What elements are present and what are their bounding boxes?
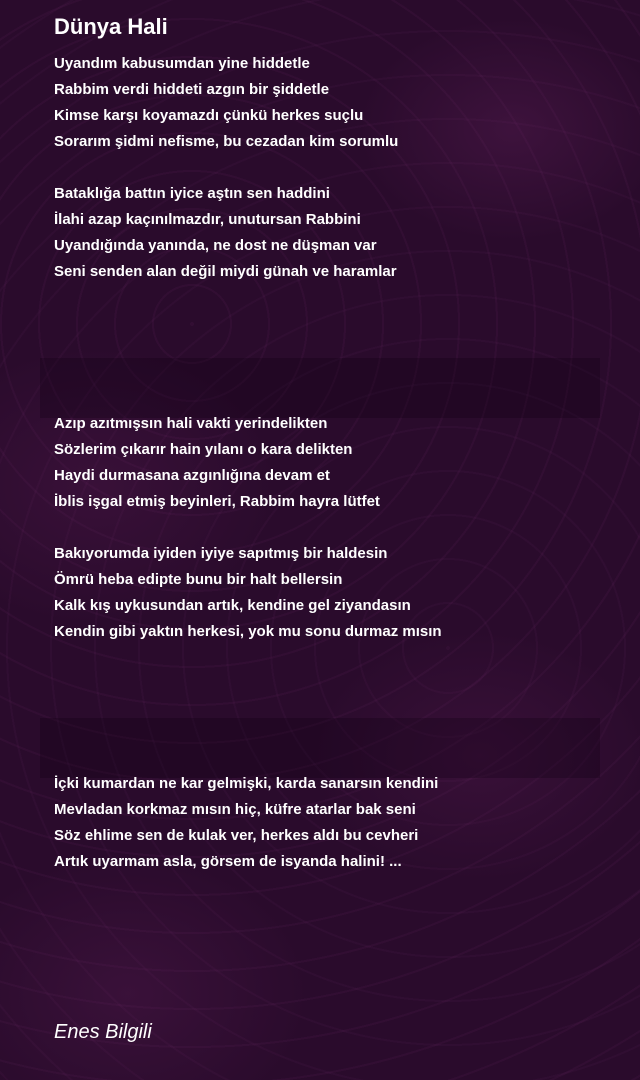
poem-line: Kimse karşı koyamazdı çünkü herkes suçlu (54, 107, 364, 124)
poem-line: Söz ehlime sen de kulak ver, herkes aldı bu cevheri (54, 827, 419, 844)
poem-line: Uyandığında yanında, ne dost ne düşman var (54, 237, 377, 254)
poem-line: Ömrü heba edipte bunu bir halt bellersin (54, 571, 343, 588)
poem-author: Enes Bilgili (54, 1021, 152, 1043)
poem-line: Mevladan korkmaz mısın hiç, küfre atarlar bak seni (54, 801, 416, 818)
stanza-3 (54, 411, 380, 515)
poem-line: Bakıyorumda iyiden iyiye sapıtmış bir haldesin (54, 545, 388, 562)
stanza-5 (54, 771, 438, 875)
poem-line: Rabbim verdi hiddeti azgın bir şiddetle (54, 81, 330, 98)
stanza-1 (54, 51, 398, 155)
poem-line: Artık uyarmam asla, görsem de isyanda halini! ... (54, 853, 402, 870)
poem-line: Sözlerim çıkarır hain yılanı o kara delikten (54, 441, 353, 458)
poem-line: Seni senden alan değil miydi günah ve haramlar (54, 263, 397, 280)
decorative-band (40, 358, 600, 418)
poem-line: Uyandım kabusumdan yine hiddetle (54, 55, 310, 72)
poem-line: Kendin gibi yaktın herkesi, yok mu sonu durmaz mısın (54, 623, 442, 640)
poem-line: Sorarım şidmi nefisme, bu cezadan kim sorumlu (54, 133, 399, 150)
poem-line: İblis işgal etmiş beyinleri, Rabbim hayra lütfet (54, 493, 380, 510)
poem-line: Bataklığa battın iyice aştın sen haddini (54, 185, 330, 202)
poem-title: Dünya Hali (54, 14, 168, 39)
stanza-2 (54, 181, 397, 285)
poem-line: İçki kumardan ne kar gelmişki, karda sanarsın kendini (54, 775, 439, 792)
poem-line: Azıp azıtmışsın hali vakti yerindelikten (54, 415, 328, 432)
poem-line: Kalk kış uykusundan artık, kendine gel ziyandasın (54, 597, 411, 614)
poem-line: İlahi azap kaçınılmazdır, unutursan Rabbini (54, 211, 361, 228)
poem-line: Haydi durmasana azgınlığına devam et (54, 467, 330, 484)
stanza-4 (54, 541, 442, 645)
decorative-band (40, 718, 600, 778)
